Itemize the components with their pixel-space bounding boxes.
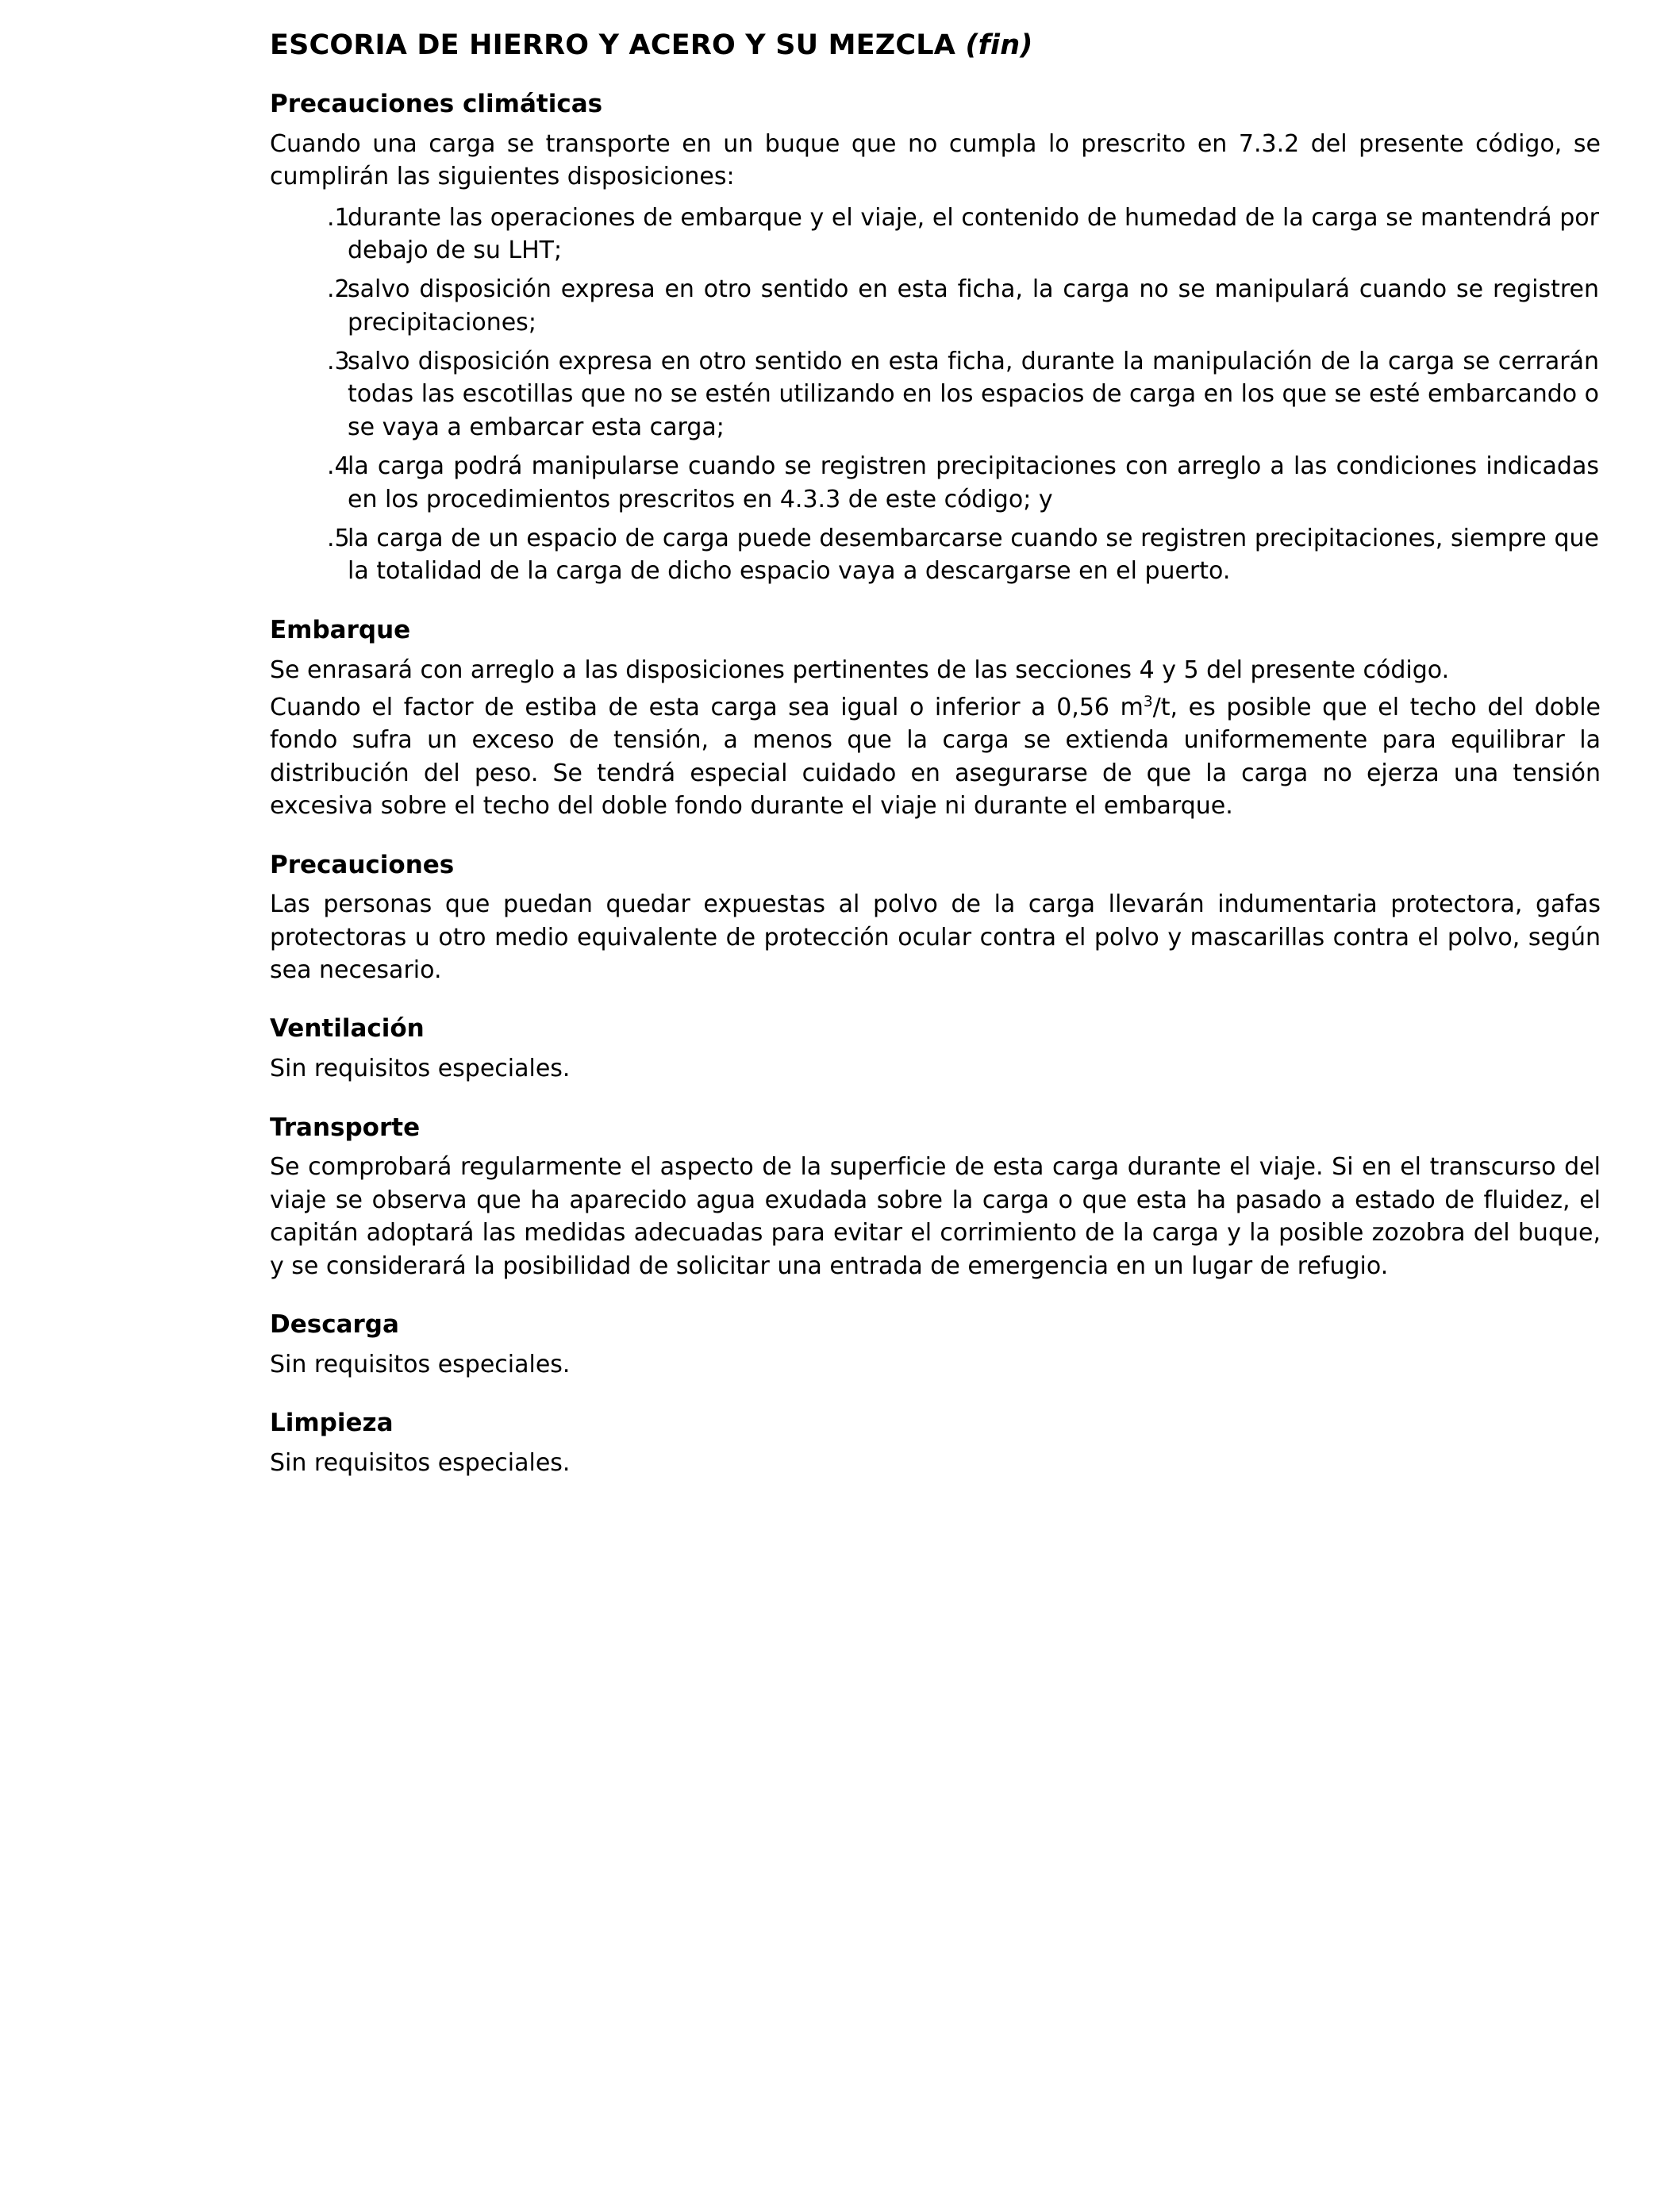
page-title-suffix: (fin) — [965, 29, 1033, 61]
list-item-marker: .5 — [327, 525, 350, 553]
section-limpieza — [270, 1408, 1601, 1479]
section-heading: Transporte — [270, 1113, 421, 1142]
section-heading: Ventilación — [270, 1014, 425, 1044]
section-heading: Descarga — [270, 1309, 399, 1339]
section-descarga — [270, 1309, 1601, 1381]
paragraph-text-after-superscript: /t, es posible que el techo del doble fondo sufra un exceso de tensión, a menos que la carga se extienda uniformemente para equilibrar la distribución del peso. Se tendrá especial cuidado en asegurarse de que la carga no ejerza una tensión excesiva sobre el techo del doble fondo durante el viaje ni durante el embarque. — [270, 693, 1601, 821]
list-item — [270, 202, 1601, 267]
list-item-marker: .3 — [327, 348, 350, 376]
section-paragraph-1: Se enrasará con arreglo a las disposiciones pertinentes de las secciones 4 y 5 del presente código. — [270, 656, 1450, 684]
list-item-text: la carga podrá manipularse cuando se registren precipitaciones con arreglo a las condiciones indicadas en los procedimientos prescritos en 4.3.3 de este código; y — [348, 452, 1599, 513]
section-paragraph: Se comprobará regularmente el aspecto de la superficie de esta carga durante el viaje. Si en el transcurso del viaje se observa que ha aparecido agua exudada sobre la carga o que esta ha pasado a estado de fluidez, el capitán adoptará las medidas adecuadas para evitar el corrimiento de la carga y la posible zozobra del buque, y se considerará la posibilidad de solicitar una entrada de emergencia en un lugar de refugio. — [270, 1153, 1601, 1280]
section-heading: Precauciones — [270, 850, 455, 879]
list-item-text: salvo disposición expresa en otro sentido en esta ficha, durante la manipulación de la carga se cerrarán todas las escotillas que no se estén utilizando en los espacios de carga en los que se esté embarcando o se vaya a embarcar esta carga; — [348, 348, 1599, 441]
section-paragraph-2 — [270, 691, 1601, 823]
list-item — [270, 345, 1601, 444]
section-intro-paragraph: Cuando una carga se transporte en un buque que no cumpla lo prescrito en 7.3.2 del presente código, se cumplirán las siguientes disposiciones: — [270, 129, 1601, 191]
list-item — [270, 450, 1601, 516]
superscript-exponent: 3 — [1143, 693, 1153, 710]
section-paragraph: Las personas que puedan quedar expuestas al polvo de la carga llevarán indumentaria protectora, gafas protectoras u otro medio equivalente de protección ocular contra el polvo y mascarillas contra el polvo, según sea necesario. — [270, 890, 1601, 985]
section-paragraph: Sin requisitos especiales. — [270, 1350, 571, 1378]
section-heading: Precauciones climáticas — [270, 90, 603, 118]
list-item — [270, 273, 1601, 339]
paragraph-text-before-superscript: Cuando el factor de estiba de esta carga sea igual o inferior a 0,56 m — [270, 693, 1144, 721]
numbered-list — [270, 202, 1601, 588]
section-heading: Embarque — [270, 615, 411, 644]
section-precauciones — [270, 850, 1601, 987]
section-paragraph: Sin requisitos especiales. — [270, 1448, 571, 1477]
list-item-text: la carga de un espacio de carga puede desembarcarse cuando se registren precipitaciones, siempre que la totalidad de la carga de dicho espacio vaya a descargarse en el puerto. — [348, 525, 1599, 586]
list-item — [270, 522, 1601, 588]
section-heading: Limpieza — [270, 1409, 394, 1438]
list-item-marker: .4 — [327, 452, 350, 481]
list-item-marker: .1 — [327, 203, 350, 232]
list-item-marker: .2 — [327, 275, 350, 304]
page-title-main: ESCORIA DE HIERRO Y ACERO Y SU MEZCLA — [270, 29, 956, 61]
list-item-text: salvo disposición expresa en otro sentido en esta ficha, la carga no se manipulará cuando se registren precipitaciones; — [348, 275, 1599, 336]
section-embarque — [270, 615, 1601, 823]
section-paragraph: Sin requisitos especiales. — [270, 1055, 571, 1083]
section-precauciones-climaticas — [270, 89, 1601, 588]
list-item-text: durante las operaciones de embarque y el viaje, el contenido de humedad de la carga se mantendrá por debajo de su LHT; — [348, 203, 1599, 264]
section-ventilacion — [270, 1013, 1601, 1085]
section-transporte — [270, 1113, 1601, 1282]
page-title — [270, 29, 1601, 62]
